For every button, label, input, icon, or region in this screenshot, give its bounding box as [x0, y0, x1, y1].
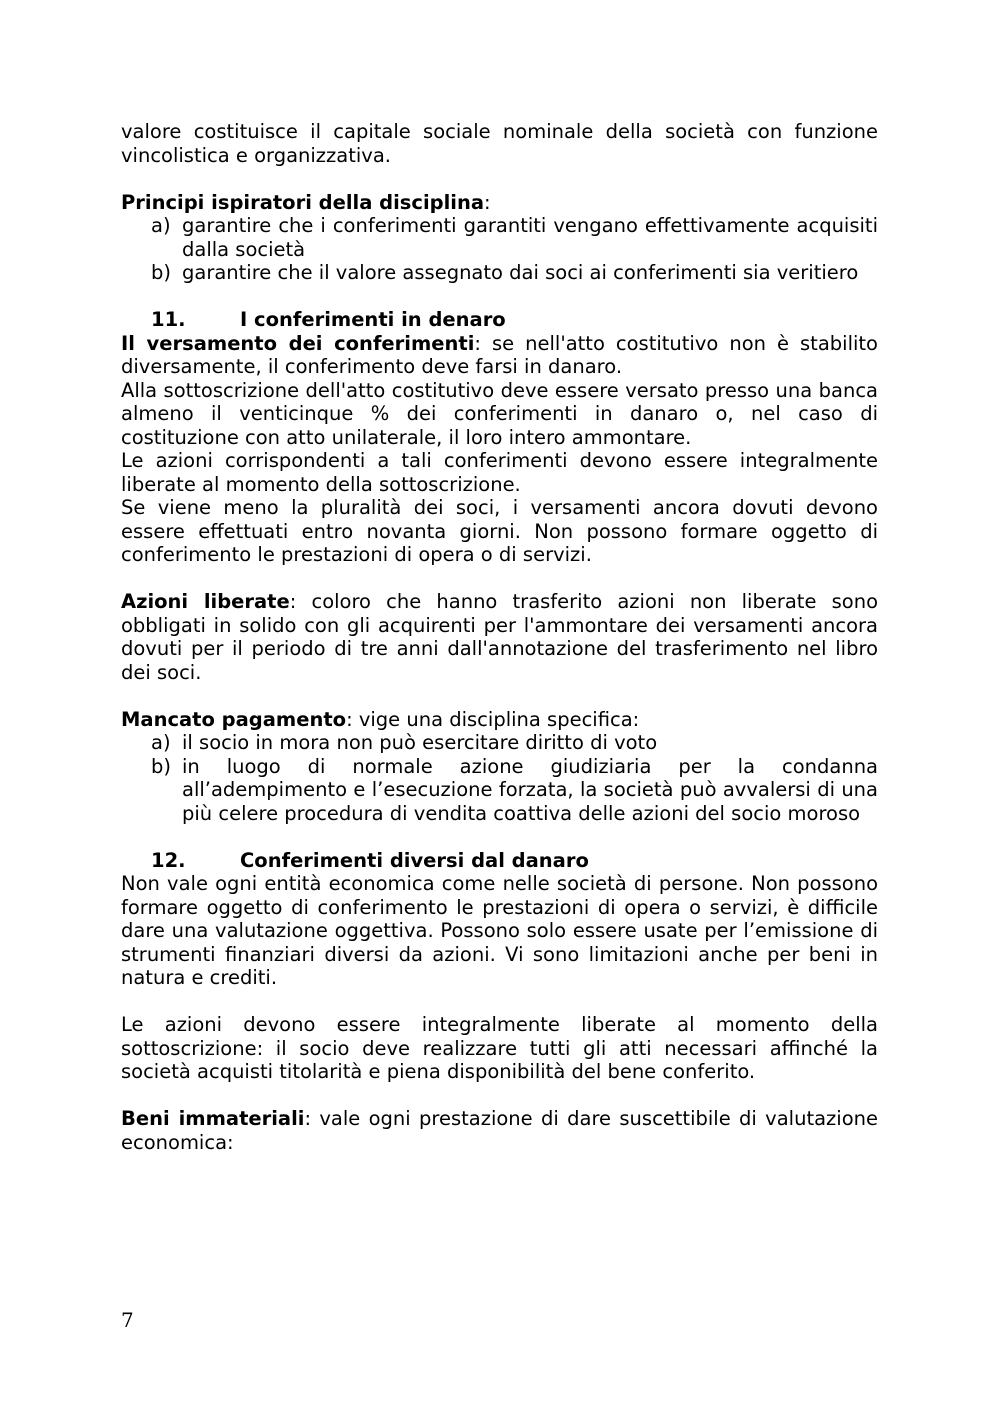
versamento-text: : se nell'atto costitutivo non è stabilito diversamente, il conferimento deve farsi in danaro. — [121, 331, 878, 378]
intro-paragraph: valore costituisce il capitale sociale nominale della società con funzione vincolistica e organizzativa. — [121, 120, 878, 167]
section-11-heading — [121, 308, 878, 332]
principi-colon: : — [484, 190, 491, 214]
versamento-term: Il versamento dei conferimenti — [121, 331, 475, 355]
page-number: 7 — [121, 1308, 134, 1332]
azioni-liberate-text: : coloro che hanno trasferito azioni non liberate sono obbligati in solido con gli acquirenti per l'ammontare dei versamenti ancora dovuti per il periodo di tre anni dall'annotazione del trasferimento nel libro dei soci. — [121, 590, 878, 684]
list-marker: b) — [151, 754, 171, 778]
list-item — [121, 214, 878, 261]
section-title: Conferimenti diversi dal danaro — [240, 848, 589, 872]
list-item-text: il socio in mora non può esercitare diritto di voto — [182, 731, 658, 754]
spacer — [121, 1084, 878, 1108]
list-marker: a) — [151, 731, 171, 754]
list-marker: a) — [151, 214, 171, 237]
spacer — [121, 825, 878, 849]
section-number: 11. — [151, 308, 186, 331]
section-number: 12. — [151, 848, 186, 872]
section-12-heading — [121, 849, 878, 873]
sottoscrizione-paragraph: Alla sottoscrizione dell'atto costitutivo deve essere versato presso una banca almeno il venticinque % dei conferimenti in danaro o, nel caso di costituzione con atto unilaterale, il loro intero ammontare. — [121, 378, 878, 449]
mancato-pagamento-text: : vige una disciplina specifica: — [346, 707, 640, 731]
mancato-pagamento-paragraph — [121, 708, 878, 732]
section-title: I conferimenti in denaro — [240, 308, 506, 331]
list-item-text: in luogo di normale azione giudiziaria per la condanna all’adempimento e l’esecuzione forzata, la società può avvalersi di una più celere procedura di vendita coattiva delle azioni del socio moroso — [182, 754, 878, 825]
list-item — [121, 261, 878, 285]
document-page — [121, 120, 878, 1154]
beni-immateriali-paragraph — [121, 1107, 878, 1154]
versamento-paragraph — [121, 332, 878, 379]
list-marker: b) — [151, 261, 171, 284]
azioni-liberate-term: Azioni liberate — [121, 590, 290, 613]
spacer — [121, 285, 878, 309]
azioni-liberate-paragraph — [121, 590, 878, 684]
spacer — [121, 684, 878, 708]
list-item-text: garantire che i conferimenti garantiti vengano effettivamente acquisiti dalla società — [182, 214, 878, 261]
principi-paragraph — [121, 191, 878, 215]
liberazione-azioni-paragraph: Le azioni devono essere integralmente liberate al momento della sottoscrizione: il socio deve realizzare tutti gli atti necessari affinché la società acquisti titolarità e piena disponibilità del bene conferito. — [121, 1013, 878, 1083]
principi-list — [121, 214, 878, 285]
spacer — [121, 167, 878, 191]
mancato-pagamento-list — [121, 731, 878, 825]
beni-immateriali-text: : vale ogni prestazione di dare suscettibile di valutazione economica: — [121, 1107, 878, 1154]
spacer — [121, 567, 878, 591]
list-item — [121, 755, 878, 826]
entita-economica-paragraph: Non vale ogni entità economica come nelle società di persone. Non possono formare oggetto di conferimento le prestazioni di opera o servizi, è difficile dare una valutazione oggettiva. Possono solo essere usate per l’emissione di strumenti finanziari diversi da azioni. Vi sono limitazioni anche per beni in natura e crediti. — [121, 872, 878, 989]
azioni-corrispondenti-paragraph: Le azioni corrispondenti a tali conferimenti devono essere integralmente liberate al momento della sottoscrizione. — [121, 449, 878, 496]
mancato-pagamento-term: Mancato pagamento — [121, 707, 347, 731]
principi-term: Principi ispiratori della disciplina — [121, 190, 485, 214]
pluralita-paragraph: Se viene meno la pluralità dei soci, i versamenti ancora dovuti devono essere effettuati entro novanta giorni. Non possono formare oggetto di conferimento le prestazioni di opera o di servizi. — [121, 496, 878, 566]
list-item — [121, 731, 878, 755]
spacer — [121, 990, 878, 1014]
beni-immateriali-term: Beni immateriali — [121, 1107, 305, 1130]
list-item-text: garantire che il valore assegnato dai soci ai conferimenti sia veritiero — [182, 261, 859, 284]
